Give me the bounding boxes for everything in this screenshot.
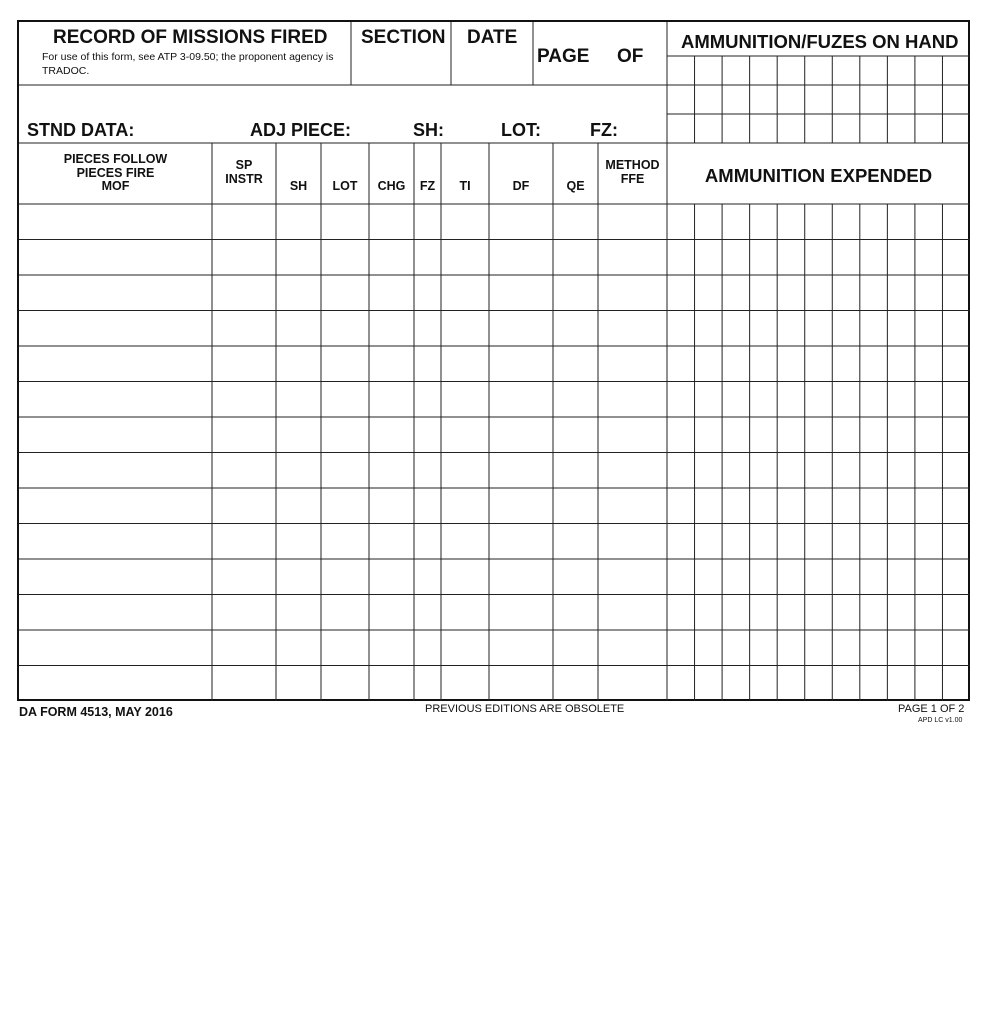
pieces-header-line1: PIECES FOLLOW [63,152,168,166]
page-label: PAGE [537,46,590,67]
date-label: DATE [467,27,518,48]
sp-header-line1: SP [235,158,253,172]
stnd-data-label: STND DATA: [27,120,135,140]
pieces-header-line2: PIECES FIRE [76,165,155,180]
version-label: APD LC v1.00 [918,717,963,724]
method-header-line2: FFE [620,171,645,186]
pieces-header-line3: MOF [101,179,130,193]
of-label: OF [617,46,644,67]
sp-header-line2: INSTR [225,171,263,186]
ammo-expended-header: AMMUNITION EXPENDED [704,165,933,186]
lot-header: LOT [332,179,358,193]
pieces-header [19,153,212,194]
fz-label: FZ: [590,120,618,140]
method-ffe-header [598,159,667,186]
page-indicator: PAGE 1 OF 2 [898,703,965,715]
form-id: DA FORM 4513, MAY 2016 [19,705,173,719]
fz-header: FZ [419,179,436,193]
chg-header: CHG [377,179,406,193]
df-header: DF [512,179,530,193]
ti-header: TI [459,179,471,193]
qe-header: QE [566,179,585,193]
obsolete-notice: PREVIOUS EDITIONS ARE OBSOLETE [425,703,625,715]
sh-label: SH: [413,120,444,140]
missions-form [17,20,970,701]
form-gridlines [19,22,972,703]
form-title: RECORD OF MISSIONS FIRED [53,27,328,48]
section-label: SECTION [361,27,446,48]
sp-instr-header [212,159,276,186]
lot-label: LOT: [501,120,541,140]
ammo-on-hand-label: AMMUNITION/FUZES ON HAND [681,31,959,52]
adj-piece-label: ADJ PIECE: [250,120,352,140]
method-header-line1: METHOD [605,158,660,172]
form-subtitle: For use of this form, see ATP 3-09.50; the proponent agency is TRADOC. [42,51,334,77]
sh-header: SH [289,179,308,193]
